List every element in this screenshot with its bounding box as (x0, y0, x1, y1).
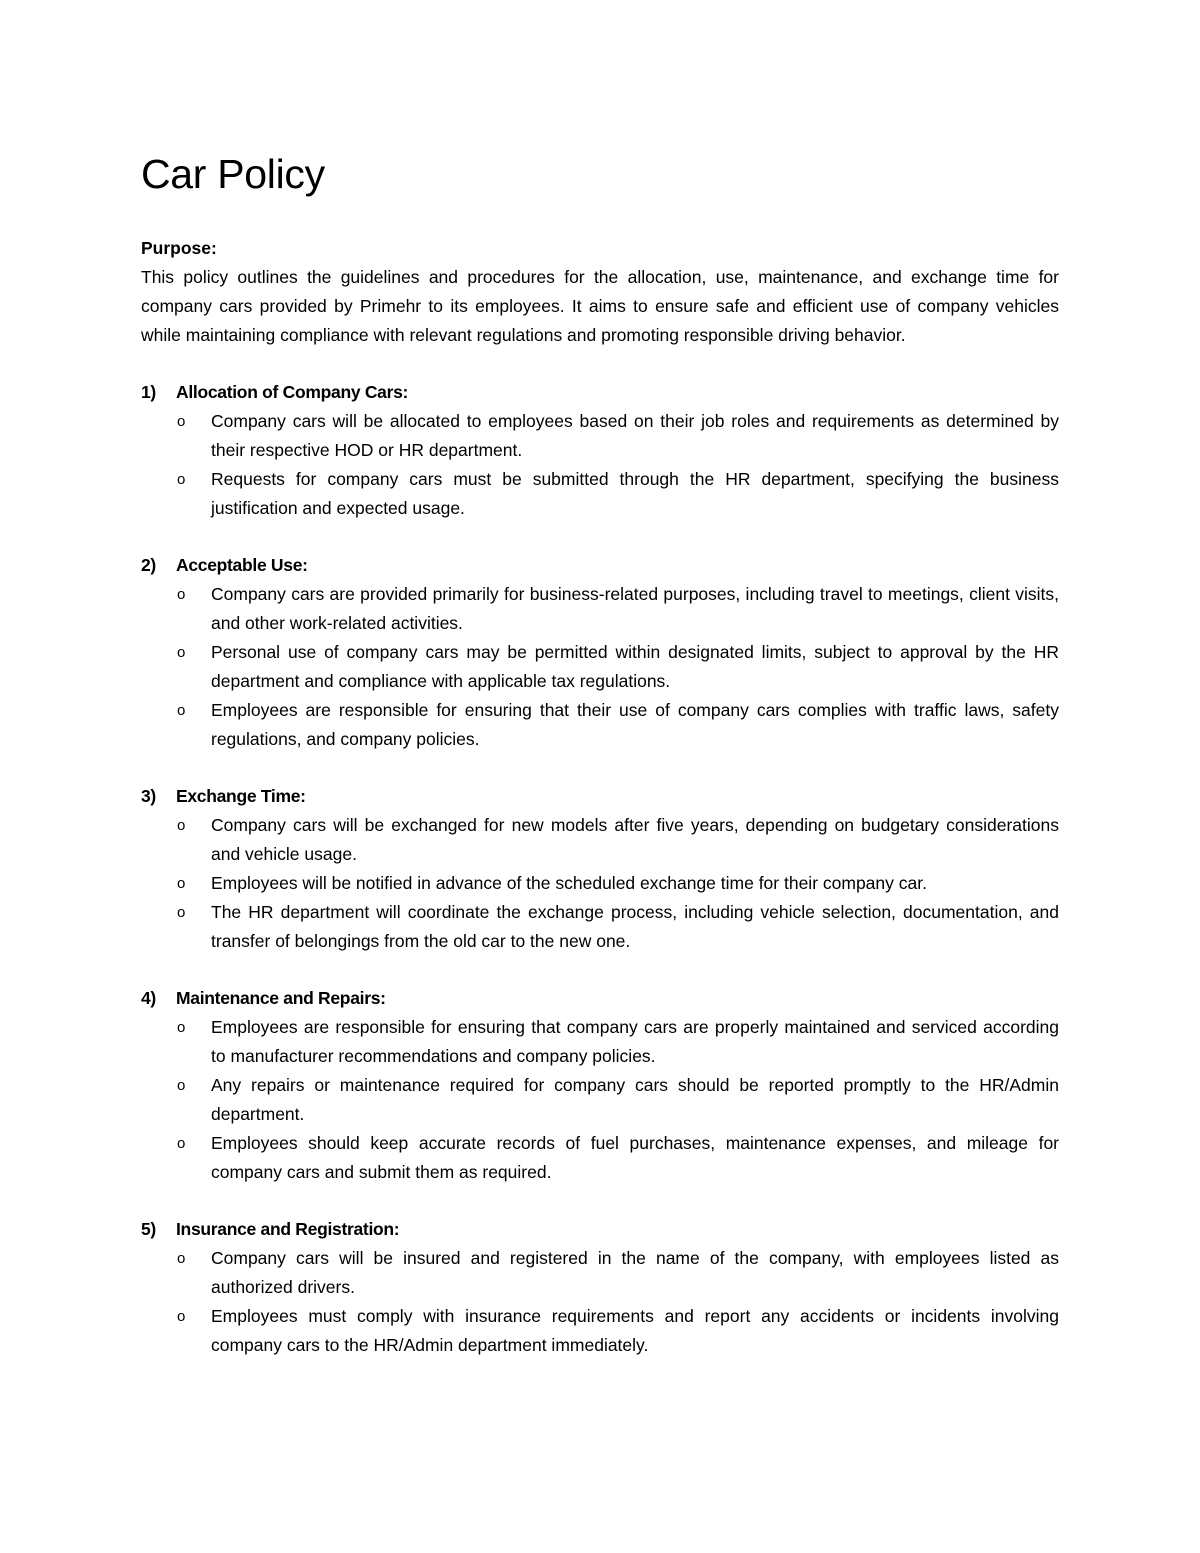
list-item-text: Company cars will be allocated to employees based on their job roles and requirements as determined by their respective HOD or HR department. (211, 411, 1059, 460)
section-number: 2) (141, 555, 156, 575)
list-item-text: Requests for company cars must be submitted through the HR department, specifying the business justification and expected usage. (211, 469, 1059, 518)
section-heading (141, 1215, 1059, 1244)
list-item-text: Employees are responsible for ensuring that company cars are properly maintained and serviced according to manufacturer recommendations and company policies. (211, 1017, 1059, 1066)
policy-sections (141, 378, 1059, 1360)
list-item (141, 811, 1059, 869)
purpose-text: This policy outlines the guidelines and procedures for the allocation, use, maintenance, and exchange time for company cars provided by Primehr to its employees. It aims to ensure safe and efficient use of company vehicles while maintaining compliance with relevant regulations and promoting responsible driving behavior. (141, 267, 1059, 345)
list-item (141, 696, 1059, 754)
list-item (141, 869, 1059, 898)
list-item-text: Employees will be notified in advance of the scheduled exchange time for their company car. (211, 873, 927, 893)
list-item-text: Employees should keep accurate records of fuel purchases, maintenance expenses, and mileage for company cars and submit them as required. (211, 1133, 1059, 1182)
list-item-text: Employees must comply with insurance requirements and report any accidents or incidents involving company cars to the HR/Admin department immediately. (211, 1306, 1059, 1355)
bullet-list (141, 1244, 1059, 1360)
section-acceptable-use (141, 551, 1059, 754)
bullet-marker: o (177, 413, 186, 430)
section-number: 3) (141, 786, 156, 806)
bullet-marker: o (177, 875, 186, 892)
document-page (141, 146, 1059, 1360)
list-item-text: Any repairs or maintenance required for company cars should be reported promptly to the HR/Admin department. (211, 1075, 1059, 1124)
list-item-text: Employees are responsible for ensuring that their use of company cars complies with traffic laws, safety regulations, and company policies. (211, 700, 1059, 749)
list-item (141, 1302, 1059, 1360)
section-number: 4) (141, 988, 156, 1008)
list-item-text: Company cars will be exchanged for new models after five years, depending on budgetary considerations and vehicle usage. (211, 815, 1059, 864)
list-item (141, 465, 1059, 523)
bullet-marker: o (177, 471, 186, 488)
section-heading (141, 782, 1059, 811)
bullet-marker: o (177, 1250, 186, 1267)
section-title: Allocation of Company Cars: (176, 382, 409, 402)
bullet-marker: o (177, 586, 186, 603)
list-item-text: Personal use of company cars may be permitted within designated limits, subject to approval by the HR department and compliance with applicable tax regulations. (211, 642, 1059, 691)
section-heading (141, 378, 1059, 407)
purpose-heading: Purpose: (141, 238, 217, 258)
bullet-marker: o (177, 1077, 186, 1094)
section-title: Insurance and Registration: (176, 1219, 400, 1239)
bullet-list (141, 580, 1059, 754)
section-allocation (141, 378, 1059, 523)
section-number: 5) (141, 1219, 156, 1239)
section-title: Exchange Time: (176, 786, 306, 806)
bullet-marker: o (177, 817, 186, 834)
list-item-text: Company cars are provided primarily for business-related purposes, including travel to meetings, client visits, and other work-related activities. (211, 584, 1059, 633)
list-item (141, 407, 1059, 465)
section-title: Maintenance and Repairs: (176, 988, 386, 1008)
bullet-list (141, 407, 1059, 523)
document-title: Car Policy (141, 151, 325, 197)
bullet-marker: o (177, 702, 186, 719)
bullet-marker: o (177, 1308, 186, 1325)
section-title: Acceptable Use: (176, 555, 308, 575)
section-heading (141, 551, 1059, 580)
bullet-marker: o (177, 904, 186, 921)
list-item-text: Company cars will be insured and registered in the name of the company, with employees listed as authorized drivers. (211, 1248, 1059, 1297)
list-item (141, 580, 1059, 638)
section-exchange-time (141, 782, 1059, 956)
section-number: 1) (141, 382, 156, 402)
bullet-marker: o (177, 1019, 186, 1036)
bullet-marker: o (177, 644, 186, 661)
list-item (141, 1129, 1059, 1187)
list-item (141, 1013, 1059, 1071)
bullet-list (141, 811, 1059, 956)
list-item-text: The HR department will coordinate the exchange process, including vehicle selection, documentation, and transfer of belongings from the old car to the new one. (211, 902, 1059, 951)
section-insurance (141, 1215, 1059, 1360)
list-item (141, 638, 1059, 696)
section-maintenance (141, 984, 1059, 1187)
list-item (141, 898, 1059, 956)
bullet-list (141, 1013, 1059, 1187)
section-heading (141, 984, 1059, 1013)
list-item (141, 1071, 1059, 1129)
list-item (141, 1244, 1059, 1302)
bullet-marker: o (177, 1135, 186, 1152)
